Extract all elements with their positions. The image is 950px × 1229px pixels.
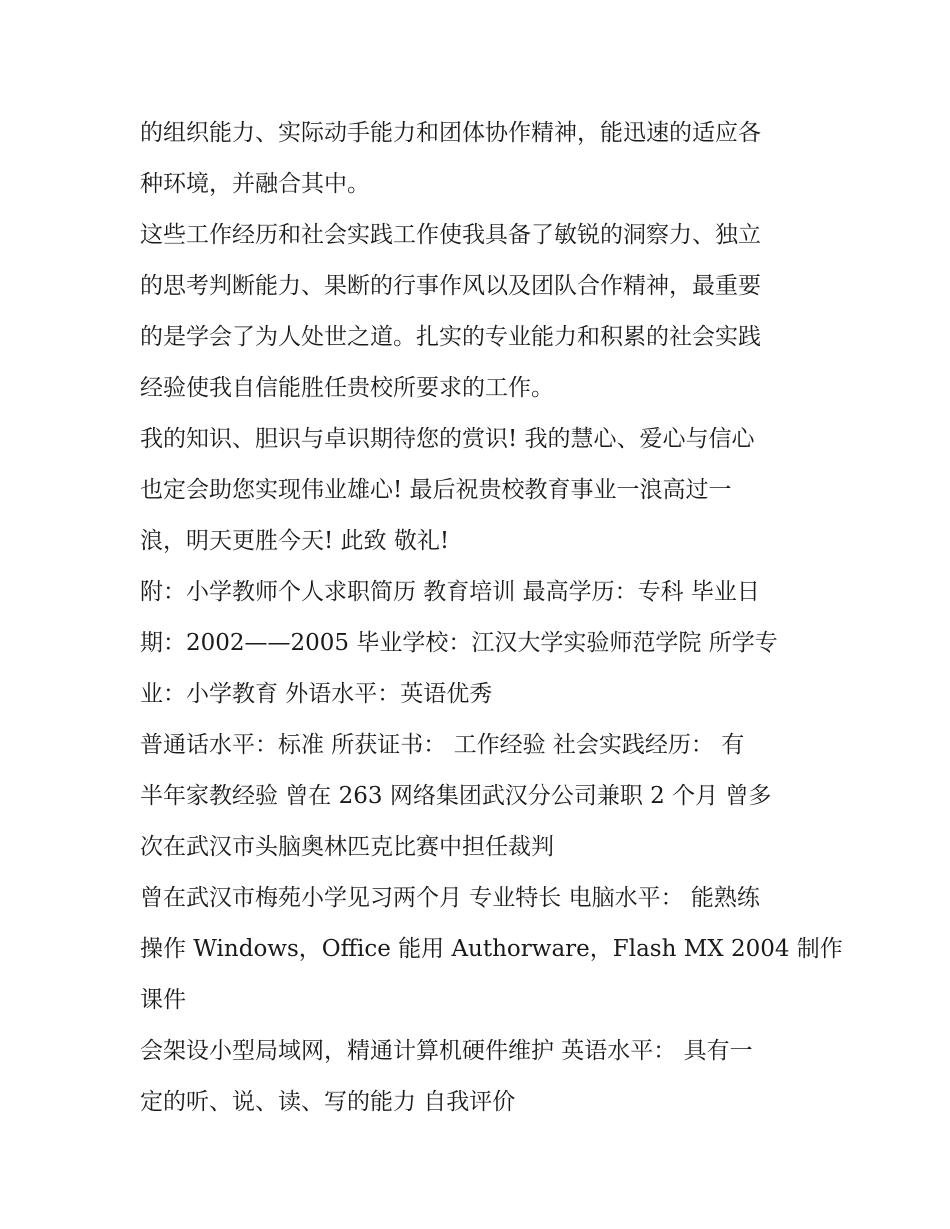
paragraph-7 [140, 1026, 820, 1128]
text-line: 种环境，并融合其中。 [140, 171, 370, 197]
text-line: 操作 Windows，Office 能用 Authorware，Flash MX 2004 制作 [140, 936, 843, 962]
text-line: 的组织能力、实际动手能力和团体协作精神，能迅速的适应各 [140, 120, 761, 146]
text-line: 的是学会了为人处世之道。扎实的专业能力和积累的社会实践 [140, 324, 761, 350]
text-line: 附：小学教师个人求职简历 教育培训 最高学历：专科 毕业日 [140, 579, 760, 605]
paragraph-2 [140, 210, 820, 414]
text-line: 定的听、说、读、写的能力 自我评价 [140, 1089, 516, 1115]
text-line: 这些工作经历和社会实践工作使我具备了敏锐的洞察力、独立 [140, 222, 761, 248]
paragraph-5 [140, 720, 820, 873]
text-line: 课件 [140, 987, 186, 1013]
paragraph-6 [140, 873, 843, 1026]
text-line: 也定会助您实现伟业雄心! 最后祝贵校教育事业一浪高过一 [140, 477, 732, 503]
paragraph-4 [140, 567, 820, 720]
document-body [140, 108, 843, 1128]
text-line: 半年家教经验 曾在 263 网络集团武汉分公司兼职 2 个月 曾多 [140, 783, 772, 809]
text-line: 经验使我自信能胜任贵校所要求的工作。 [140, 375, 554, 401]
text-line: 的思考判断能力、果断的行事作风以及团队合作精神，最重要 [140, 273, 761, 299]
text-line: 浪，明天更胜今天! 此致 敬礼! [140, 528, 450, 554]
paragraph-1 [140, 108, 820, 210]
text-line: 业：小学教育 外语水平：英语优秀 [140, 681, 493, 707]
paragraph-3 [140, 414, 820, 567]
text-line: 会架设小型局域网，精通计算机硬件维护 英语水平： 具有一 [140, 1038, 753, 1064]
text-line: 曾在武汉市梅苑小学见习两个月 专业特长 电脑水平： 能熟练 [140, 885, 760, 911]
text-line: 我的知识、胆识与卓识期待您的赏识! 我的慧心、爱心与信心 [140, 426, 755, 452]
text-line: 次在武汉市头脑奥林匹克比赛中担任裁判 [140, 834, 554, 860]
text-line: 普通话水平：标准 所获证书： 工作经验 社会实践经历： 有 [140, 732, 745, 758]
text-line: 期：2002——2005 毕业学校：江汉大学实验师范学院 所学专 [140, 630, 778, 656]
